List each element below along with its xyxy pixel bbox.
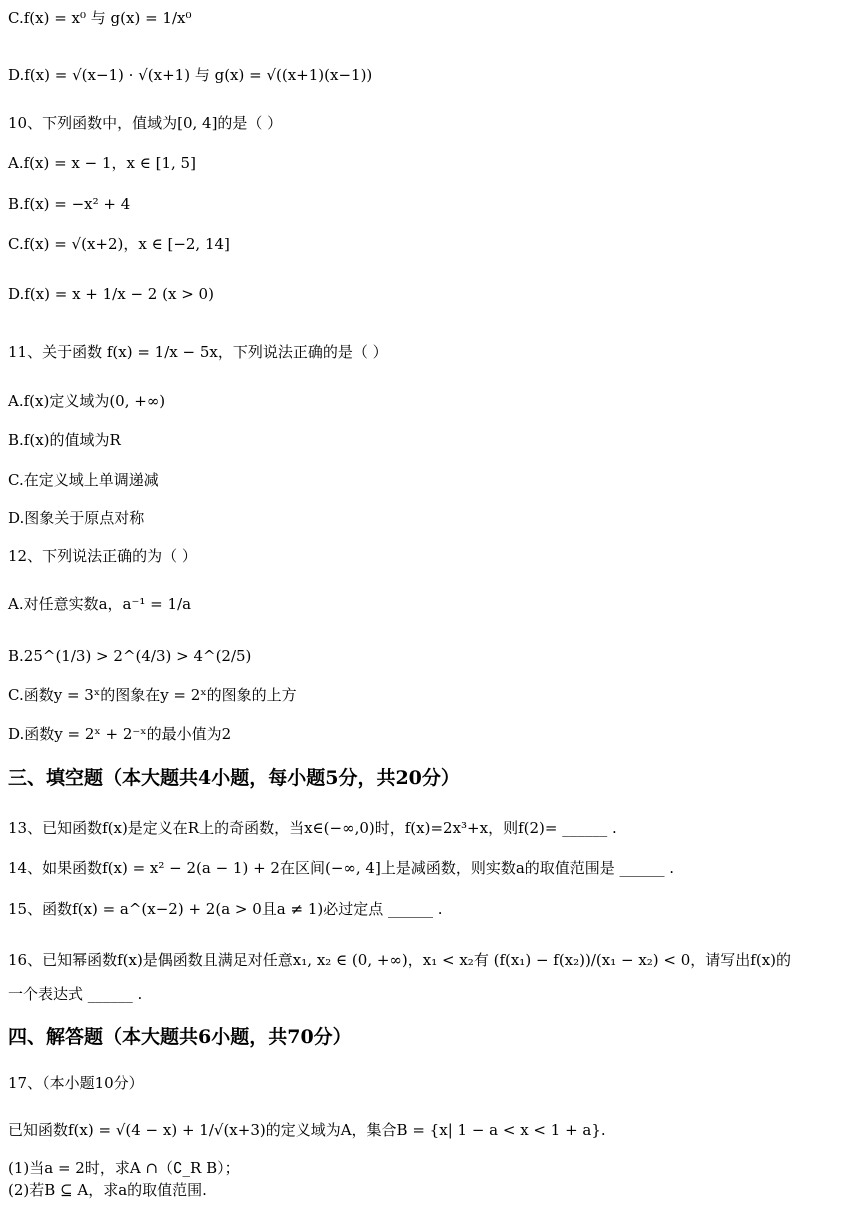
q16-text-line2: 一个表达式 ______ . (8, 985, 143, 1003)
q10-option-d: D.f(x) = x + 1/x − 2 (x > 0) (8, 285, 214, 303)
section-heading-answer: 四、解答题（本大题共6小题，共70分） (8, 1026, 352, 1048)
q11-option-b: B.f(x)的值域为R (8, 431, 121, 449)
q10-option-c: C.f(x) = √(x+2)，x ∈ [−2, 14] (8, 235, 230, 253)
q15-text: 15、函数f(x) = a^(x−2) + 2(a > 0且a ≠ 1)必过定点 ______ . (8, 900, 443, 918)
q12-option-c: C.函数y = 3ˣ的图象在y = 2ˣ的图象的上方 (8, 686, 297, 704)
q10-option-b: B.f(x) = −x² + 4 (8, 195, 131, 213)
q9-option-d: D.f(x) = √(x−1) · √(x+1) 与 g(x) = √((x+1)(x−1)) (8, 66, 373, 84)
q10-stem: 10、下列函数中，值域为[0, 4]的是（ ） (8, 114, 283, 132)
q12-stem: 12、下列说法正确的为（ ） (8, 547, 197, 565)
q12-option-a: A.对任意实数a，a⁻¹ = 1/a (8, 595, 192, 613)
q12-option-d: D.函数y = 2ˣ + 2⁻ˣ的最小值为2 (8, 725, 232, 743)
q12-option-b: B.25^(1/3) > 2^(4/3) > 4^(2/5) (8, 647, 252, 665)
q17-part1: (1)当a = 2时，求A ∩（∁_R B）； (8, 1159, 240, 1177)
q17-part2: (2)若B ⊆ A，求a的取值范围. (8, 1181, 207, 1199)
q11-stem: 11、关于函数 f(x) = 1/x − 5x，下列说法正确的是（ ） (8, 343, 388, 361)
q14-text: 14、如果函数f(x) = x² − 2(a − 1) + 2在区间(−∞, 4]上是减函数，则实数a的取值范围是 ______ . (8, 859, 675, 877)
q13-text: 13、已知函数f(x)是定义在R上的奇函数，当x∈(−∞,0)时，f(x)=2x³+x，则f(2)= ______ . (8, 819, 617, 837)
q10-option-a: A.f(x) = x − 1，x ∈ [1, 5] (8, 154, 196, 172)
q11-option-d: D.图象关于原点对称 (8, 509, 145, 527)
q11-option-a: A.f(x)定义域为(0, +∞) (8, 392, 166, 410)
q17-header: 17、（本小题10分） (8, 1074, 144, 1092)
section-heading-fill-in: 三、填空题（本大题共4小题，每小题5分，共20分） (8, 767, 460, 789)
q16-text-line1: 16、已知幂函数f(x)是偶函数且满足对任意x₁, x₂ ∈ (0, +∞)，x₁ < x₂有 (f(x₁) − f(x₂))/(x₁ − x₂) < 0，请写出f(x)的 (8, 951, 792, 969)
q11-option-c: C.在定义域上单调递减 (8, 471, 159, 489)
q9-option-c: C.f(x) = x⁰ 与 g(x) = 1/x⁰ (8, 9, 192, 27)
q17-stem: 已知函数f(x) = √(4 − x) + 1/√(x+3)的定义域为A，集合B = {x| 1 − a < x < 1 + a}. (8, 1121, 606, 1139)
